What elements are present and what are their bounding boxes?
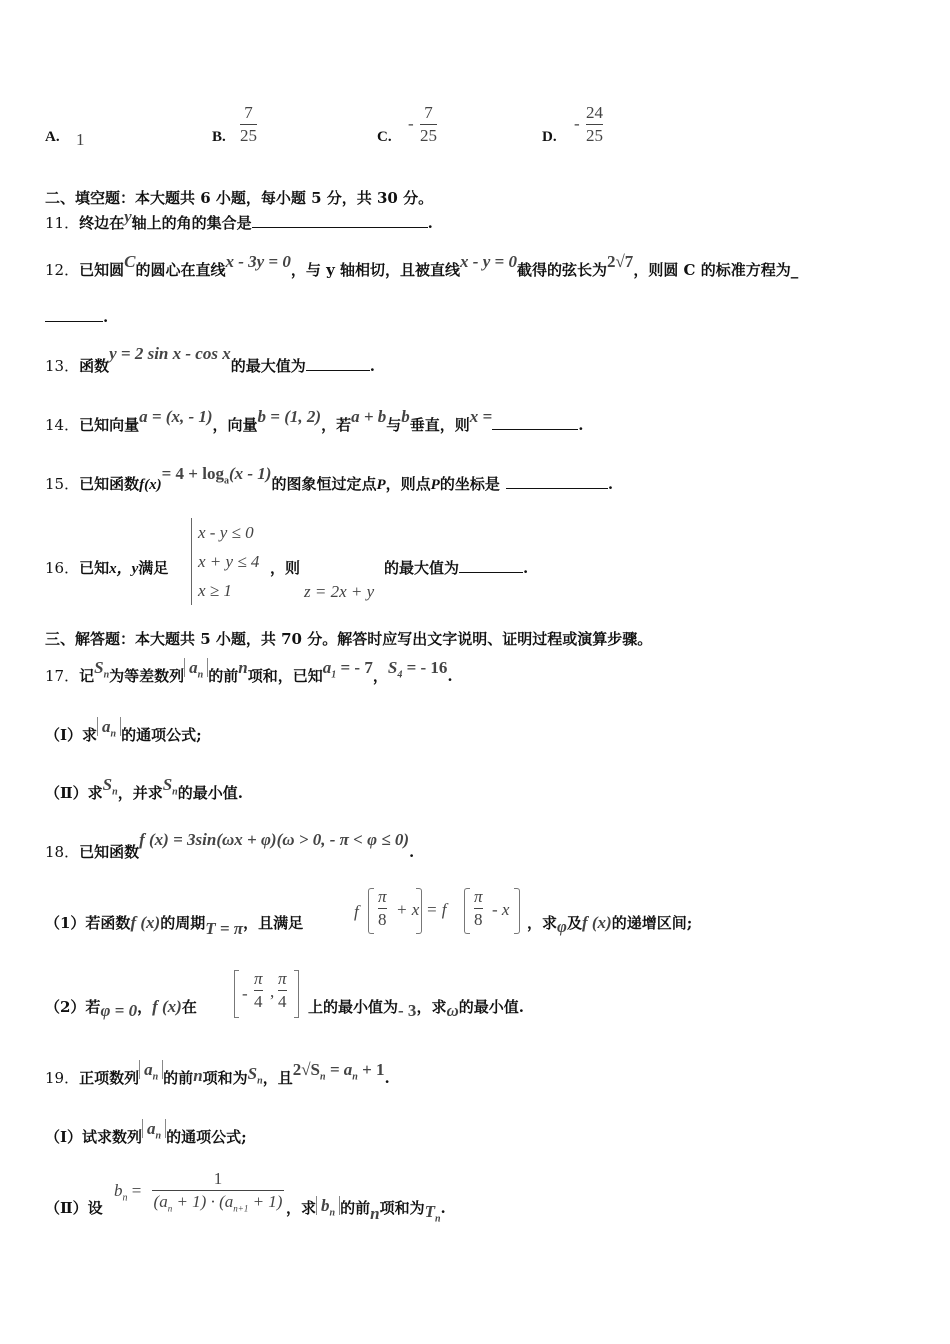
- choice-d-num: 24: [586, 103, 603, 122]
- q16-objective: z = 2x + y: [304, 582, 375, 601]
- q18-p1-text: （1）若函数: [45, 914, 131, 932]
- q18-omega: ω: [446, 1001, 459, 1020]
- q18-il-den: 4: [254, 992, 263, 1011]
- q18-bracket-close: [294, 970, 299, 1018]
- q16-vars: x，y: [109, 561, 139, 577]
- q17-s4-expr: [387, 658, 448, 681]
- q16-text2: 满足: [138, 559, 169, 577]
- q14-vector-a: a = (x, - 1): [139, 407, 213, 426]
- section-heading-solutions: 三、解答题：本大题共 5 小题，共 70 分。解答时应写出文字说明、证明过程或演算步骤。: [45, 630, 653, 648]
- q19-b-eq: =: [131, 1181, 142, 1200]
- q17-part-1: [45, 717, 202, 747]
- q18-paren-open-2: [464, 888, 470, 934]
- q16-answer-blank: [459, 572, 523, 573]
- q18-phi-zero: φ = 0: [100, 1001, 138, 1020]
- q18-interval-left: [254, 970, 263, 1011]
- q15-end: .: [607, 475, 614, 493]
- q19-rhs: = a: [329, 1060, 353, 1079]
- q17-a1-value: = - 7: [340, 658, 373, 677]
- q17-a-sub: n: [197, 669, 204, 681]
- q17-p2-text3: 的最小值.: [177, 784, 243, 802]
- q19-n: n: [193, 1066, 203, 1085]
- q17-p1-a: a: [102, 717, 111, 736]
- q11-answer-blank: [252, 227, 428, 228]
- q18-p2-text3: 上的最小值为: [308, 998, 399, 1016]
- q14-vector-b2: b: [401, 407, 410, 426]
- q12-continuation: [45, 308, 108, 326]
- q18-p2-text2: 在: [181, 998, 197, 1016]
- q18-number: 18．: [45, 843, 80, 861]
- q11-var: y: [124, 207, 132, 226]
- q18-expression: f (x) = 3sin(ωx + φ)(ω > 0, - π < φ ≤ 0): [139, 830, 410, 849]
- q18-end: .: [409, 843, 415, 861]
- q15-number: 15．: [45, 475, 80, 493]
- q12-end: .: [103, 308, 109, 326]
- choice-a-value: 1: [76, 130, 85, 149]
- q15-text3: ，则点: [385, 475, 431, 493]
- q19-lhs: 2√S: [292, 1060, 321, 1079]
- q18-frac-1: [378, 888, 387, 929]
- q15-text2: 的图象恒过定点: [271, 475, 377, 493]
- q18-part-1: [45, 912, 304, 938]
- q17-number: 17．: [45, 667, 80, 685]
- q17-p1-a-sub: n: [110, 728, 117, 740]
- q18-ir-den: 4: [278, 992, 287, 1011]
- q19-number: 19．: [45, 1069, 80, 1087]
- choice-c-num: 7: [424, 103, 433, 122]
- q18-paren-close: [416, 888, 422, 934]
- q14-text1: 已知向量: [79, 416, 140, 434]
- q16-constraint-3: x ≥ 1: [198, 581, 232, 600]
- choice-d-fraction: [586, 104, 603, 145]
- q12-chord: 2√7: [606, 252, 634, 271]
- q13-number: 13．: [45, 357, 80, 375]
- choice-d-den: 25: [586, 126, 603, 145]
- q14-text3: ，若: [321, 416, 352, 434]
- question-13: [45, 344, 375, 376]
- q12-line1: x - 3y = 0: [225, 252, 291, 271]
- choice-c-den: 25: [420, 126, 437, 145]
- choice-c-fraction: [420, 104, 437, 145]
- q19-sn: $S_n$: [247, 1064, 263, 1087]
- q17-text3: 的前: [208, 667, 239, 685]
- q17-p1-an: [97, 717, 121, 740]
- q17-s: S: [94, 658, 104, 677]
- q17-s-sub: n: [103, 669, 110, 681]
- q16-text3: ，则: [270, 559, 301, 577]
- q17-p2-text2: ，并求: [117, 784, 163, 802]
- q18-p1-text3: ，且满足: [243, 914, 304, 932]
- q18-eq-f: = f: [426, 900, 447, 919]
- q17-s4-sub: 4: [397, 669, 403, 681]
- q12-circle-c: C: [124, 252, 136, 271]
- q18-p2-fx: f (x): [152, 997, 182, 1016]
- q13-text2: 的最大值为: [230, 357, 306, 375]
- q12-text2: 的圆心在直线: [135, 261, 226, 279]
- choice-d-sign: -: [574, 114, 580, 133]
- q18-p1-text5: 及: [566, 914, 582, 932]
- q17-p2-s2: S: [162, 775, 173, 794]
- q18-bracket-open: [234, 970, 239, 1018]
- q19-p1-text2: 的通项公式;: [166, 1128, 247, 1146]
- q12-text5: ，则圆 C 的标准方程为_: [633, 261, 799, 279]
- q14-number: 14．: [45, 416, 80, 434]
- q19-p2-b: b: [321, 1196, 330, 1215]
- question-14: [45, 407, 584, 435]
- q18-phi: φ: [557, 917, 567, 936]
- q18-p1-text6: 的递增区间;: [611, 914, 693, 932]
- q16-text1: 已知: [79, 559, 110, 577]
- q18-il-num: π: [254, 969, 263, 988]
- q14-text5: 垂直，则: [409, 416, 470, 434]
- q18-interval-right: [278, 970, 287, 1011]
- q16-constraint-2: x + y ≤ 4: [198, 552, 260, 571]
- choice-b-letter: B.: [212, 129, 226, 145]
- q15-expr-head: = 4 + log: [161, 464, 224, 483]
- q17-p2-s2-sub: n: [172, 786, 178, 798]
- q17-p1-text: （Ⅰ）求: [45, 726, 98, 744]
- question-18: [45, 830, 415, 862]
- q14-x: x =: [469, 407, 493, 426]
- q19-p2-text: （Ⅱ）设: [45, 1199, 103, 1217]
- q18-frac2-den: 8: [474, 910, 483, 929]
- q11-number: 11．: [45, 214, 80, 232]
- q19-sequence-an: $a_n$: [139, 1060, 163, 1079]
- section-heading-fill-in: 二、填空题：本大题共 6 小题，每小题 5 分，共 30 分。: [45, 189, 434, 207]
- question-15: [45, 464, 614, 496]
- q19-p2-text3: 的前: [340, 1199, 371, 1217]
- q14-text2: ，向量: [212, 416, 258, 434]
- q17-part-2: [45, 775, 243, 805]
- q15-log-arg: (x - 1): [228, 464, 272, 483]
- question-11: [45, 207, 433, 233]
- q18-p2-text: （2）若: [45, 998, 101, 1016]
- q19-bn: $b_n$ =: [114, 1181, 142, 1204]
- q14-answer-blank: [492, 429, 578, 430]
- q17-text2: 为等差数列: [109, 667, 185, 685]
- q19-p1-an: $a_n$: [142, 1119, 166, 1138]
- q18-p1-tail: [527, 912, 693, 936]
- q17-p2-sn2: [162, 775, 178, 798]
- q19-p1-a: a: [147, 1119, 156, 1138]
- q18-p1-fx: f (x): [130, 913, 161, 932]
- q15-expression: [161, 464, 272, 487]
- q18-frac-2: [474, 888, 483, 929]
- q19-a: a: [144, 1060, 153, 1079]
- q18-text1: 已知函数: [79, 843, 140, 861]
- q17-a: a: [189, 658, 198, 677]
- q19-text2: 的前: [163, 1069, 194, 1087]
- q17-text1: 记: [79, 667, 95, 685]
- q19-p2-text2: ，求: [286, 1199, 317, 1217]
- q15-answer-blank: [506, 488, 608, 489]
- q17-p2-sn: [102, 775, 118, 798]
- q19-s: S: [247, 1064, 258, 1083]
- q11-end: .: [427, 214, 433, 232]
- q18-period: T = π: [205, 919, 244, 938]
- q19-frac-den-1: (a: [153, 1192, 168, 1211]
- q19-frac-den-2: + 1) · (a: [176, 1192, 234, 1211]
- q17-s4-value: = - 16: [406, 658, 448, 677]
- q12-text4: 截得的弦长为: [516, 261, 607, 279]
- q19-p2-text4: 项和为: [379, 1199, 425, 1217]
- q18-p2-text4: ，求: [416, 998, 447, 1016]
- q16-constraint-system: [191, 518, 259, 605]
- question-19: [45, 1060, 390, 1090]
- q17-s4: S: [387, 658, 398, 677]
- q18-paren-open: [368, 888, 374, 934]
- q19-t: T: [424, 1202, 435, 1221]
- choice-b-fraction: [240, 104, 257, 145]
- q19-p1-text: （Ⅰ）试求数列: [45, 1128, 143, 1146]
- q12-line2: x - y = 0: [460, 252, 517, 271]
- q11-text2: 轴上的角的集合是: [131, 214, 252, 232]
- choice-b-den: 25: [240, 126, 257, 145]
- q18-p2-tail: [308, 996, 524, 1020]
- q15-point-p2: P: [430, 477, 440, 493]
- choice-a-letter: A.: [45, 129, 60, 145]
- q15-log-base: a: [223, 475, 229, 487]
- q14-vector-b: b = (1, 2): [257, 407, 322, 426]
- q19-text4: ，且: [262, 1069, 293, 1087]
- q18-neg: -: [242, 984, 248, 1003]
- q19-end: .: [440, 1199, 446, 1217]
- q15-fx: f(x): [139, 477, 162, 493]
- question-17: 17．记$S_n$为等差数列 $a_n$ 的前n项和，已知$a_1$ = - 7，$S_4$ = - 16.: [45, 658, 453, 685]
- q17-sequence-an: [184, 658, 208, 681]
- question-16: [45, 557, 168, 578]
- q18-p1-fx2: f (x): [581, 913, 612, 932]
- q19-tn: $T_n$: [424, 1202, 441, 1225]
- q13-expression: y = 2 sin x - cos x: [109, 344, 231, 363]
- q17-text4: 项和，已知: [247, 667, 323, 685]
- q19-part-2: [45, 1197, 103, 1218]
- q18-plus-x: + x: [396, 900, 420, 919]
- q15-text4: 的坐标是: [439, 475, 500, 493]
- q16-text4: 的最大值为: [384, 559, 460, 577]
- q18-ir-num: π: [278, 969, 287, 988]
- choice-c-sign: -: [408, 114, 414, 133]
- q14-end: .: [578, 416, 584, 434]
- q16-constraint-1: x - y ≤ 0: [198, 523, 254, 542]
- q19-text3: 项和为: [202, 1069, 248, 1087]
- q18-minus-x: - x: [492, 900, 510, 919]
- q17-a1-sub: 1: [331, 669, 337, 681]
- q18-frac2-num: π: [474, 887, 483, 906]
- q18-paren-close-2: [514, 888, 520, 934]
- q18-p1-text4: ，求: [527, 914, 558, 932]
- q17-a1-expr: [322, 658, 373, 681]
- q18-f-left: f: [354, 902, 359, 921]
- q17-sn: [94, 658, 110, 681]
- q13-answer-blank: [306, 370, 370, 371]
- q18-part-2: [45, 996, 197, 1020]
- q19-end: .: [384, 1069, 390, 1087]
- q19-p2-bn: $b_n$: [316, 1196, 340, 1215]
- q19-text1: 正项数列: [79, 1069, 140, 1087]
- q18-frac1-num: π: [378, 887, 387, 906]
- q19-p2-n: n: [370, 1204, 380, 1223]
- q17-a1: a: [322, 658, 332, 677]
- q12-text3: ，与 y 轴相切，且被直线: [290, 261, 461, 279]
- q19-equation: $2√S_n = a_n + 1$: [292, 1060, 385, 1083]
- q19-p2-tail: [286, 1196, 446, 1225]
- q12-answer-blank: [45, 321, 103, 322]
- choice-d-letter: D.: [542, 129, 557, 145]
- q19-plus-one: + 1: [362, 1060, 385, 1079]
- q12-number: 12．: [45, 261, 80, 279]
- q19-frac-den-3: + 1): [252, 1192, 283, 1211]
- q16-end: .: [523, 559, 529, 577]
- q18-p1-text2: 的周期: [160, 914, 206, 932]
- q17-p2-text: （Ⅱ）求: [45, 784, 103, 802]
- q17-end: .: [447, 667, 453, 685]
- q19-part-1: [45, 1119, 247, 1149]
- choice-b-num: 7: [244, 103, 253, 122]
- q12-text1: 已知圆: [79, 261, 125, 279]
- q16-tail: [270, 557, 528, 578]
- q18-p2-text5: 的最小值.: [458, 998, 524, 1016]
- question-12: [45, 252, 799, 280]
- q15-text1: 已知函数: [79, 475, 140, 493]
- q11-text: 终边在: [79, 214, 125, 232]
- choice-c-letter: C.: [377, 129, 392, 145]
- q18-interval-comma: ,: [270, 982, 275, 1001]
- q17-p2-s-sub: n: [112, 786, 118, 798]
- q19-bn-fraction: 1 $(a_n + 1) \cdot (a_{n+1} + 1)$: [153, 1169, 283, 1214]
- q14-sum: a + b: [351, 407, 387, 426]
- q13-text1: 函数: [79, 357, 110, 375]
- q13-end: .: [369, 357, 375, 375]
- q15-point-p: P: [376, 477, 386, 493]
- q18-p2-comma: ，: [137, 998, 153, 1016]
- q19-b: b: [114, 1181, 123, 1200]
- q14-text4: 与: [386, 416, 402, 434]
- q18-min-value: - 3: [398, 1001, 417, 1020]
- q17-p2-s: S: [102, 775, 113, 794]
- q18-frac1-den: 8: [378, 910, 387, 929]
- q19-frac-num: 1: [213, 1169, 223, 1188]
- q17-p1-text2: 的通项公式;: [121, 726, 202, 744]
- q16-number: 16．: [45, 559, 80, 577]
- q17-n: n: [238, 658, 248, 677]
